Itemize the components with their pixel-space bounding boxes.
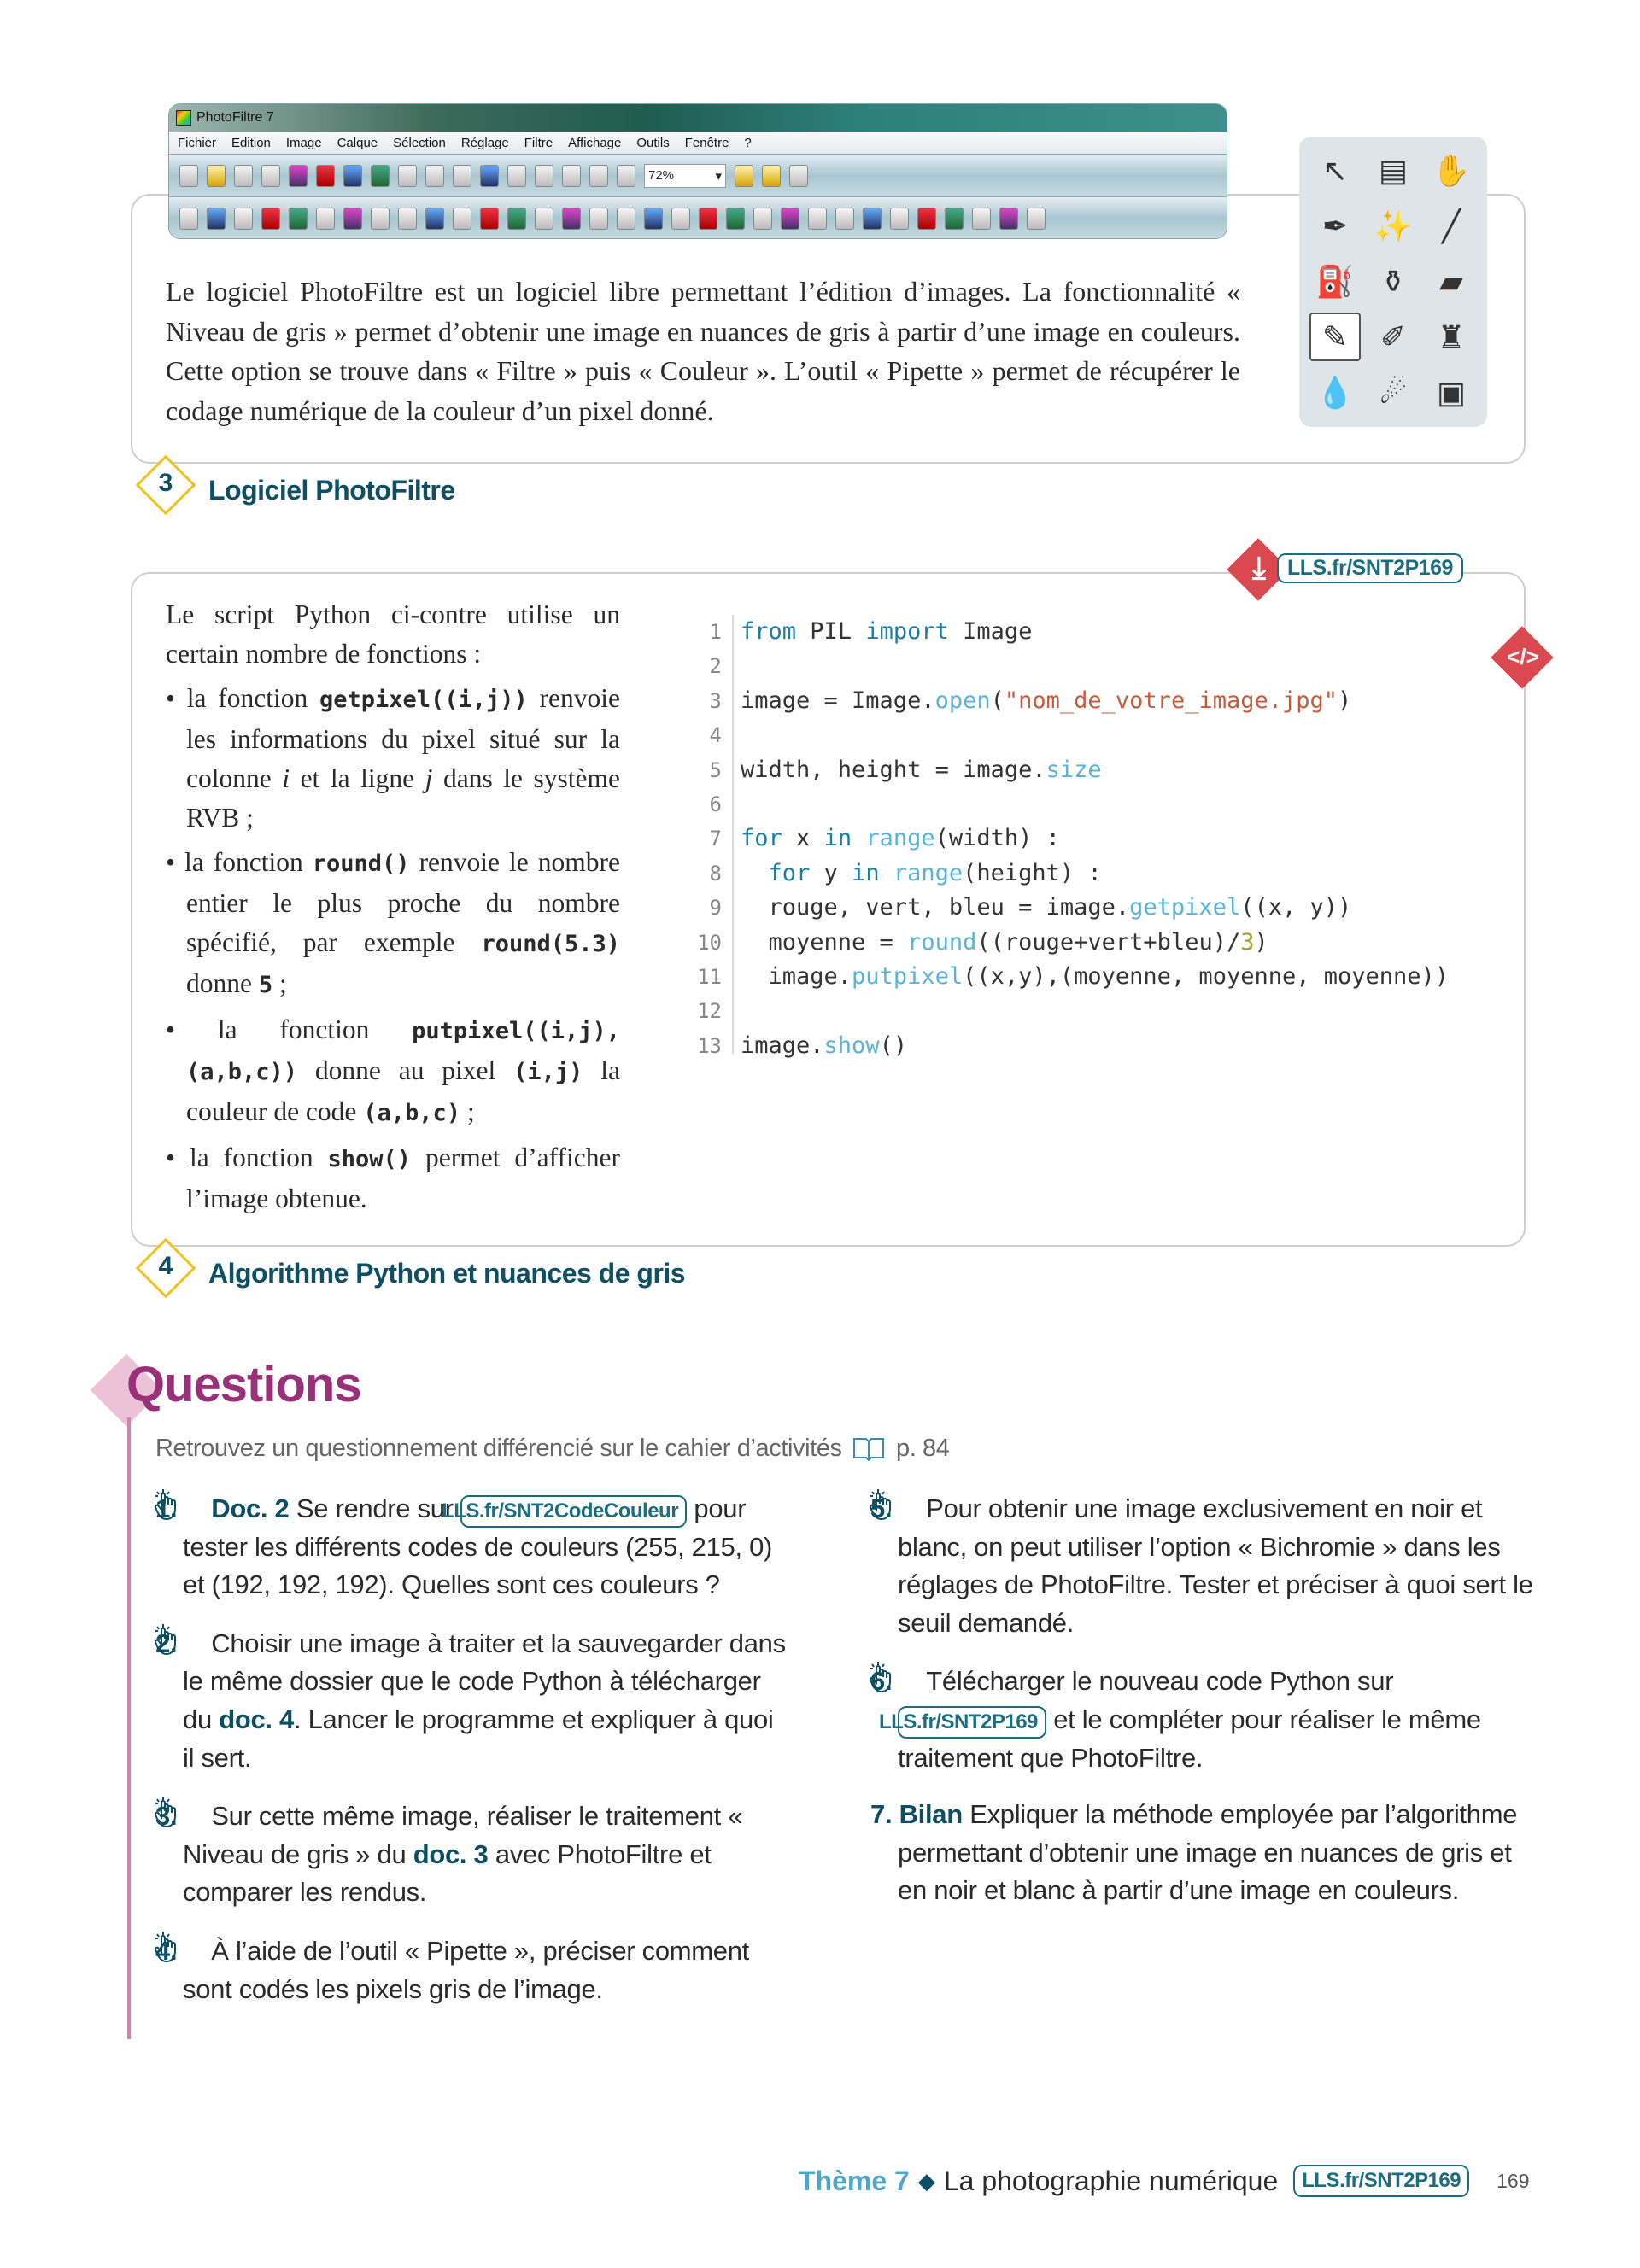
- code-token: import: [865, 618, 949, 645]
- line-number: 9: [709, 896, 722, 921]
- adjust-button-icon[interactable]: [972, 208, 991, 230]
- menu-item[interactable]: Calque: [337, 135, 378, 150]
- link-badge[interactable]: LLS.fr/SNT2P169: [898, 1706, 1046, 1739]
- text-segment: Pour obtenir une image exclusivement en noir et blanc, on peut utiliser l’option « Bichromie » dans les réglages de PhotoFiltre. Tester et préciser à quoi sert le seuil demandé.: [898, 1493, 1533, 1638]
- toolbar-button-icon[interactable]: [617, 165, 636, 187]
- question-item: [155, 1796, 788, 1912]
- footer-theme: Thème 7: [799, 2165, 910, 2196]
- text-segment: donne au pixel: [297, 1055, 514, 1085]
- code-line: [688, 1029, 1449, 1063]
- doc4-intro: Le script Python ci-contre utilise un certain nombre de fonctions :: [166, 599, 620, 669]
- text-segment: et le compléter pour réaliser le même traitement que PhotoFiltre.: [898, 1704, 1481, 1773]
- code-token: show: [823, 1032, 880, 1059]
- doc4-link-badge[interactable]: LLS.fr/SNT2P169: [1277, 553, 1463, 583]
- question-item: [870, 1661, 1545, 1777]
- text-segment: show(): [327, 1146, 412, 1172]
- text-segment: i: [282, 763, 290, 793]
- clone-brush-icon[interactable]: ✐: [1379, 319, 1407, 354]
- code-token: (width) :: [934, 825, 1060, 852]
- adjust-button-icon[interactable]: [808, 208, 827, 230]
- toolbar-button-icon[interactable]: [343, 165, 362, 187]
- adjust-button-icon[interactable]: [835, 208, 854, 230]
- code-token: [741, 860, 769, 886]
- text-segment: round(): [312, 850, 410, 877]
- code-token: for: [768, 859, 811, 886]
- line-icon[interactable]: ╱: [1442, 208, 1461, 244]
- adjust-button-icon[interactable]: [207, 208, 226, 230]
- adjust-button-icon[interactable]: [890, 208, 909, 230]
- text-segment: • la fonction: [166, 1143, 328, 1172]
- code-token: (: [990, 687, 1004, 714]
- text-segment: Sur cette même image, réaliser le traitement « Niveau de gris » du: [183, 1801, 743, 1869]
- code-token: "nom_de_votre_image.jpg": [1004, 687, 1338, 714]
- toolbar-button-icon[interactable]: [289, 165, 308, 187]
- text-segment: doc. 4: [219, 1704, 294, 1734]
- doc3-title: Logiciel PhotoFiltre: [208, 475, 455, 506]
- code-token: in: [852, 859, 880, 886]
- adjust-button-icon[interactable]: [289, 208, 308, 230]
- question-number: 2.: [155, 1628, 178, 1658]
- questions-right-column: [870, 1488, 1545, 1929]
- code-token: ((x, y)): [1240, 894, 1352, 921]
- code-token: image.: [741, 963, 852, 991]
- code-token: for: [741, 825, 782, 852]
- menu-item[interactable]: Filtre: [524, 135, 554, 150]
- toolbar-button-icon[interactable]: [535, 165, 554, 187]
- tool-palette: [1299, 137, 1487, 427]
- menu-item[interactable]: Réglage: [460, 135, 509, 150]
- toolbar-button-icon[interactable]: [480, 165, 499, 187]
- code-token: PIL: [796, 618, 866, 645]
- subtitle-page: p. 84: [896, 1435, 950, 1462]
- adjust-button-icon[interactable]: [343, 208, 362, 230]
- text-segment: doc. 3: [413, 1838, 489, 1869]
- question-number: 1.: [155, 1493, 178, 1523]
- text-segment: (i,j): [513, 1059, 583, 1085]
- hand-click-icon: [179, 1488, 208, 1523]
- questions-subtitle: [155, 1435, 950, 1463]
- doc3-number: 3: [158, 469, 173, 497]
- stamp-icon[interactable]: ♜: [1437, 319, 1466, 354]
- adjust-button-icon[interactable]: [617, 208, 636, 230]
- code-line: [688, 615, 1449, 649]
- question-number: 4.: [155, 1935, 178, 1966]
- code-token: in: [823, 825, 852, 852]
- code-line: [688, 821, 1449, 856]
- questions-side-line: [127, 1418, 131, 2039]
- adjust-button-icon[interactable]: [507, 208, 526, 230]
- doc4-number: 4: [158, 1252, 173, 1280]
- code-token: getpixel: [1129, 894, 1241, 921]
- toolbar-button-icon[interactable]: [261, 165, 280, 187]
- toolbar-button-icon[interactable]: [425, 165, 444, 187]
- text-segment: donne: [186, 968, 259, 998]
- code-line: [688, 856, 1449, 891]
- spray-icon[interactable]: ⚱: [1379, 263, 1407, 299]
- text-segment: Doc. 2: [211, 1493, 290, 1523]
- adjust-button-icon[interactable]: [671, 208, 690, 230]
- toolbar-button-icon[interactable]: [234, 165, 253, 187]
- code-line: [688, 753, 1449, 787]
- code-token: y: [810, 859, 852, 886]
- text-segment: et la ligne: [290, 763, 425, 793]
- line-number: 7: [709, 827, 722, 851]
- code-line: [688, 926, 1449, 960]
- hand-click-icon: [179, 1931, 208, 1965]
- window-titlebar: [169, 104, 1227, 132]
- adjust-button-icon[interactable]: [425, 208, 444, 230]
- toolbar-button-icon[interactable]: [316, 165, 335, 187]
- image-icon[interactable]: ▣: [1436, 374, 1466, 410]
- code-token: [852, 825, 865, 851]
- adjust-button-icon[interactable]: [398, 208, 417, 230]
- adjust-button-icon[interactable]: [644, 208, 663, 230]
- adjust-button-icon[interactable]: [753, 208, 772, 230]
- adjust-button-icon[interactable]: [535, 208, 554, 230]
- question-item: [870, 1488, 1545, 1642]
- line-number: 3: [709, 688, 722, 713]
- code-token: image = Image.: [741, 687, 935, 714]
- code-line: [688, 787, 1449, 821]
- line-number: 5: [709, 757, 722, 782]
- text-segment: Télécharger le nouveau code Python sur: [926, 1666, 1394, 1697]
- adjust-button-icon[interactable]: [371, 208, 390, 230]
- code-token: ): [1338, 687, 1352, 714]
- adjust-button-icon[interactable]: [999, 208, 1018, 230]
- code-token: x: [782, 825, 824, 852]
- adjust-button-icon[interactable]: [480, 208, 499, 230]
- hand-icon[interactable]: ✋: [1432, 153, 1471, 189]
- text-segment: • la fonction: [166, 1014, 413, 1044]
- python-code-block: [688, 615, 1449, 1063]
- zoom-value: 72%: [648, 168, 675, 183]
- text-segment: ;: [272, 968, 287, 998]
- toolbar-button-icon[interactable]: [789, 165, 808, 187]
- line-number: 13: [697, 1033, 722, 1058]
- adjust-button-icon[interactable]: [261, 208, 280, 230]
- diamond-separator-icon: ◆: [917, 2167, 935, 2194]
- toolbar-button-icon[interactable]: [589, 165, 608, 187]
- line-number: 11: [697, 965, 722, 990]
- text-segment: permet d’afficher l’image obtenue.: [186, 1143, 620, 1213]
- code-token: [880, 860, 893, 886]
- menu-item[interactable]: Image: [285, 135, 322, 150]
- hand-click-icon: [179, 1623, 208, 1657]
- code-token: image.: [741, 1032, 824, 1059]
- menu-item[interactable]: Edition: [231, 135, 271, 150]
- eraser-icon[interactable]: ▰: [1439, 263, 1463, 299]
- code-token: putpixel: [852, 963, 964, 991]
- smudge-icon[interactable]: ☄: [1379, 374, 1408, 410]
- code-token: width, height = image.: [741, 756, 1046, 783]
- line-number: 2: [709, 654, 722, 679]
- zoom-select[interactable]: [644, 164, 726, 188]
- text-segment: ;: [460, 1096, 475, 1126]
- code-token: ((rouge+vert+bleu)/: [976, 928, 1241, 956]
- brush-icon[interactable]: ✎: [1309, 313, 1361, 361]
- toolbar-button-icon[interactable]: [507, 165, 526, 187]
- function-bullet: [166, 1010, 620, 1133]
- code-token: round: [907, 928, 977, 956]
- code-token: range: [865, 825, 935, 852]
- question-item: [155, 1931, 788, 2008]
- toolbar-button-icon[interactable]: [398, 165, 417, 187]
- subtitle-text: Retrouvez un questionnement différencié sur le cahier d’activités: [155, 1435, 842, 1462]
- toolbar-button-icon[interactable]: [371, 165, 390, 187]
- toolbar-main: [169, 154, 1227, 196]
- toolbar-button-icon[interactable]: [562, 165, 581, 187]
- page-footer: [799, 2165, 1530, 2197]
- text-segment: pour tester les différents codes de couleurs (255, 215, 0) et (192, 192, 192). Quelles sont ces couleurs ?: [183, 1493, 773, 1600]
- toolbar-adjust: [169, 196, 1227, 239]
- hand-click-icon: [179, 1796, 208, 1830]
- doc4-explanation: [166, 595, 620, 1224]
- text-segment: • la fonction: [166, 683, 319, 713]
- function-list: [166, 679, 620, 1219]
- text-segment: putpixel((i,j),(a,b,c)): [186, 1018, 620, 1085]
- code-token: ): [1254, 928, 1268, 956]
- code-line: [688, 684, 1449, 718]
- text-segment: • la fonction: [166, 847, 313, 877]
- question-number: 7.: [870, 1799, 893, 1830]
- question-number: 6.: [870, 1666, 893, 1697]
- text-segment: round(5.3): [481, 931, 620, 957]
- code-line: [688, 891, 1449, 925]
- adjust-button-icon[interactable]: [863, 208, 882, 230]
- hand-click-icon: [893, 1661, 922, 1695]
- text-segment: Bilan: [899, 1799, 963, 1830]
- text-segment: dans le système RVB ;: [186, 763, 621, 833]
- question-item: [155, 1623, 788, 1777]
- line-number: 1: [709, 620, 722, 644]
- code-token: (): [879, 1032, 908, 1059]
- adjust-button-icon[interactable]: [1027, 208, 1046, 230]
- text-segment: j: [425, 763, 433, 793]
- book-icon: [852, 1435, 886, 1461]
- pointer-icon[interactable]: ↖: [1321, 153, 1349, 189]
- code-icon[interactable]: </>: [1507, 644, 1539, 669]
- toolbar-button-icon[interactable]: [762, 165, 781, 187]
- function-bullet: [166, 1138, 620, 1219]
- adjust-button-icon[interactable]: [316, 208, 335, 230]
- code-token: ((x,y),(moyenne, moyenne, moyenne)): [963, 963, 1450, 991]
- text-segment: À l’aide de l’outil « Pipette », préciser comment sont codés les pixels gris de l’image.: [183, 1935, 749, 2004]
- pipette-icon[interactable]: ✒: [1321, 208, 1349, 244]
- function-bullet: [166, 843, 620, 1005]
- line-number: 4: [709, 723, 722, 748]
- text-segment: getpixel((i,j)): [319, 687, 528, 713]
- code-token: 3: [1240, 928, 1255, 956]
- adjust-button-icon[interactable]: [945, 208, 964, 230]
- doc4-title: Algorithme Python et nuances de gris: [208, 1258, 686, 1289]
- adjust-button-icon[interactable]: [589, 208, 608, 230]
- fill-bucket-icon[interactable]: ⛽: [1315, 263, 1355, 299]
- window-title: PhotoFiltre 7: [196, 110, 274, 125]
- doc3-text: Le logiciel PhotoFiltre est un logiciel libre permettant l’édition d’images. La fonctionnalité « Niveau de gris » permet d’obtenir une image en nuances de gris à partir d’une image en couleurs. Cette option se trouve dans « Filtre » puis « Couleur ». L’outil « Pipette » permet de récupérer le codage numérique de la couleur d’un pixel donné.: [166, 276, 1240, 426]
- text-segment: . Lancer le programme et expliquer à quoi il sert.: [183, 1704, 774, 1773]
- photofiltre-logo-icon: [176, 110, 191, 126]
- link-badge[interactable]: LLS.fr/SNT2CodeCouleur: [460, 1495, 687, 1528]
- line-number: 10: [697, 930, 722, 955]
- text-segment: renvoie le nombre entier le plus proche du nombre spécifié, par exemple: [186, 847, 620, 957]
- code-token: size: [1046, 756, 1102, 783]
- adjust-button-icon[interactable]: [234, 208, 253, 230]
- code-token: range: [893, 859, 964, 886]
- menu-item[interactable]: Outils: [636, 135, 670, 150]
- adjust-button-icon[interactable]: [699, 208, 718, 230]
- footer-chapter: La photographie numérique: [943, 2165, 1279, 2196]
- magic-wand-icon[interactable]: ✨: [1374, 208, 1413, 244]
- question-number: 3.: [155, 1801, 178, 1832]
- toolbar-button-icon[interactable]: [735, 165, 753, 187]
- drop-icon[interactable]: 💧: [1315, 374, 1355, 410]
- code-token: open: [934, 687, 991, 714]
- adjust-button-icon[interactable]: [179, 208, 198, 230]
- chevron-down-icon: ▾: [715, 168, 722, 184]
- function-bullet: [166, 679, 620, 838]
- question-number: 5.: [870, 1493, 893, 1523]
- questions-left-column: [155, 1488, 788, 2027]
- menu-bar: [169, 132, 1227, 154]
- menu-item[interactable]: Fichier: [178, 135, 217, 150]
- line-number: 12: [697, 999, 722, 1024]
- adjust-button-icon[interactable]: [781, 208, 800, 230]
- menu-item[interactable]: Sélection: [393, 135, 446, 150]
- toolbar-button-icon[interactable]: [207, 165, 226, 187]
- adjust-button-icon[interactable]: [453, 208, 472, 230]
- text-segment: avec PhotoFiltre et comparer les rendus.: [183, 1838, 712, 1908]
- line-number: 6: [709, 792, 722, 817]
- download-icon[interactable]: ⤓: [1252, 550, 1266, 585]
- code-token: rouge, vert, bleu = image.: [741, 894, 1130, 921]
- page-number: 169: [1496, 2169, 1530, 2192]
- adjust-button-icon[interactable]: [726, 208, 745, 230]
- toolbar-button-icon[interactable]: [179, 165, 198, 187]
- text-segment: Expliquer la méthode employée par l’algorithme permettant d’obtenir une image en nuances de gris et en noir et blanc à partir d’une image en couleurs.: [898, 1799, 1518, 1906]
- code-line: [688, 649, 1449, 683]
- text-segment: la couleur de code: [186, 1055, 621, 1126]
- footer-link-badge[interactable]: LLS.fr/SNT2P169: [1293, 2165, 1469, 2197]
- code-line: [688, 960, 1449, 994]
- question-item: [155, 1488, 788, 1605]
- line-number: 8: [709, 861, 722, 886]
- toolbar-button-icon[interactable]: [453, 165, 472, 187]
- code-token: from: [741, 618, 797, 645]
- code-line: [688, 718, 1449, 752]
- menu-item[interactable]: Affichage: [568, 135, 622, 150]
- panel-icon[interactable]: ▤: [1378, 153, 1408, 189]
- adjust-button-icon[interactable]: [562, 208, 581, 230]
- text-segment: renvoie les informations du pixel situé sur la colonne: [186, 683, 620, 793]
- text-segment: Se rendre sur: [289, 1493, 461, 1523]
- code-token: (height) :: [963, 859, 1102, 886]
- menu-item[interactable]: ?: [744, 135, 752, 150]
- photofiltre-window-screenshot: [168, 103, 1227, 239]
- text-segment: Choisir une image à traiter et la sauvegarder dans le même dossier que le code Python à télécharger du: [183, 1628, 786, 1734]
- code-token: moyenne =: [741, 928, 908, 956]
- menu-item[interactable]: Fenêtre: [684, 135, 729, 150]
- hand-click-icon: [893, 1488, 922, 1523]
- text-segment: [892, 1799, 899, 1829]
- code-token: Image: [948, 618, 1033, 645]
- text-segment: 5: [258, 972, 273, 998]
- questions-title: Questions: [126, 1357, 361, 1412]
- adjust-button-icon[interactable]: [917, 208, 936, 230]
- code-line: [688, 994, 1449, 1028]
- question-item: [870, 1796, 1545, 1910]
- text-segment: (a,b,c): [363, 1100, 461, 1126]
